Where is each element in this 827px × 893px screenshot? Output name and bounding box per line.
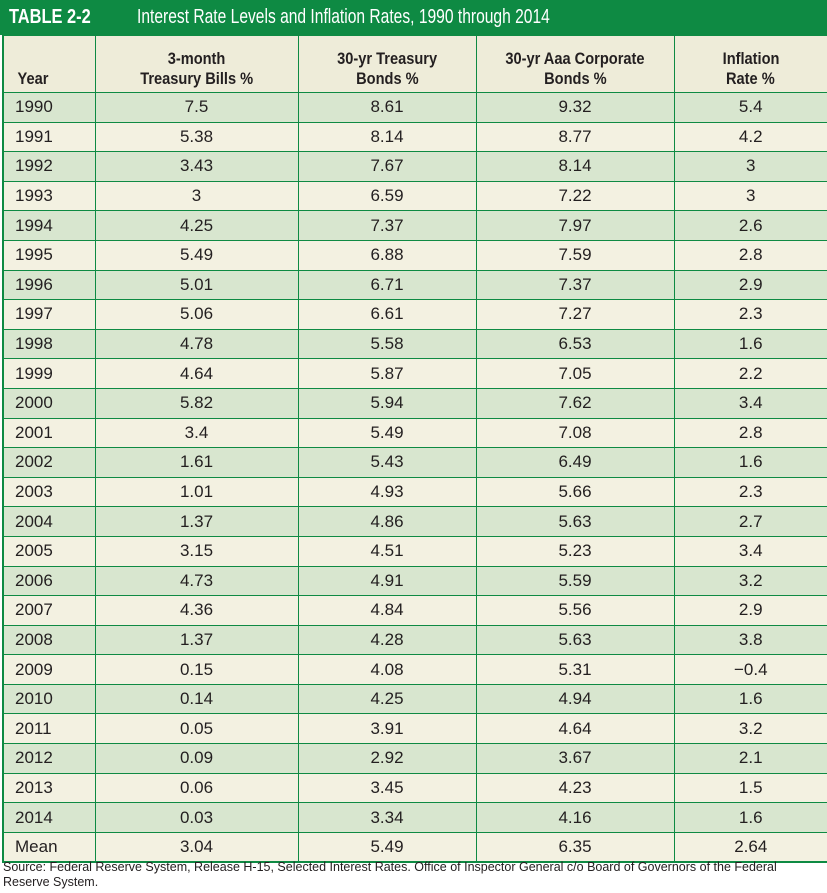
inflation-rate-cell: 2.8 [674,240,827,270]
inflation-rate-cell: 3.4 [674,536,827,566]
inflation-rate-cell: 2.9 [674,270,827,300]
treasury-bonds-cell: 6.61 [298,300,476,330]
table-row [3,744,827,774]
treasury-bonds-cell: 5.49 [298,418,476,448]
inflation-rate-cell: 3 [674,181,827,211]
corporate-bonds-cell: 7.59 [476,240,674,270]
interest-rate-table [2,35,827,863]
treasury-bonds-cell: 5.43 [298,448,476,478]
treasury-bills-cell: 5.06 [95,300,298,330]
year-cell: 1991 [3,122,95,152]
inflation-rate-cell: 2.6 [674,211,827,241]
corporate-bonds-cell: 9.32 [476,93,674,123]
treasury-bonds-cell: 4.93 [298,477,476,507]
table-row [3,211,827,241]
treasury-bills-cell: 1.37 [95,625,298,655]
year-cell: 2009 [3,655,95,685]
inflation-rate-cell: 2.1 [674,744,827,774]
table-row [3,152,827,182]
table-row [3,181,827,211]
table-row [3,477,827,507]
treasury-bonds-cell: 4.08 [298,655,476,685]
corporate-bonds-cell: 4.16 [476,803,674,833]
inflation-rate-cell: 3.4 [674,388,827,418]
inflation-rate-cell: 1.6 [674,684,827,714]
year-cell: 2004 [3,507,95,537]
corporate-bonds-cell: 5.31 [476,655,674,685]
treasury-bonds-cell: 3.34 [298,803,476,833]
treasury-bills-cell: 1.61 [95,448,298,478]
year-cell: 1992 [3,152,95,182]
table-row [3,536,827,566]
year-cell: 2002 [3,448,95,478]
year-cell: 1998 [3,329,95,359]
year-cell: 1990 [3,93,95,123]
corporate-bonds-cell: 5.63 [476,625,674,655]
inflation-rate-cell: −0.4 [674,655,827,685]
inflation-rate-cell: 2.9 [674,596,827,626]
treasury-bills-cell: 3 [95,181,298,211]
treasury-bills-cell: 3.15 [95,536,298,566]
year-cell: 1995 [3,240,95,270]
corporate-bonds-cell: 5.66 [476,477,674,507]
inflation-rate-cell: 2.2 [674,359,827,389]
table-body [3,93,827,863]
treasury-bonds-cell: 6.59 [298,181,476,211]
year-cell: 1997 [3,300,95,330]
table-row [3,240,827,270]
year-cell: 1999 [3,359,95,389]
treasury-bonds-cell: 6.71 [298,270,476,300]
year-cell: 2012 [3,744,95,774]
corporate-bonds-cell: 7.22 [476,181,674,211]
treasury-bonds-cell: 3.45 [298,773,476,803]
corporate-bonds-cell: 5.63 [476,507,674,537]
treasury-bills-cell: 0.06 [95,773,298,803]
column-header-year: Year [3,36,95,93]
year-cell: 2014 [3,803,95,833]
table-row [3,448,827,478]
treasury-bills-cell: 1.01 [95,477,298,507]
year-cell: 2011 [3,714,95,744]
treasury-bonds-cell: 5.94 [298,388,476,418]
table-row [3,596,827,626]
table-row [3,714,827,744]
table-row [3,329,827,359]
treasury-bills-cell: 4.64 [95,359,298,389]
treasury-bonds-cell: 4.84 [298,596,476,626]
treasury-bonds-cell: 4.86 [298,507,476,537]
corporate-bonds-cell: 4.94 [476,684,674,714]
column-header-corporate-bonds: 30-yr Aaa Corporate Bonds % [476,36,674,93]
year-cell: 1994 [3,211,95,241]
mean-label-cell: Mean [3,832,95,862]
treasury-bonds-cell: 6.88 [298,240,476,270]
inflation-rate-cell: 2.7 [674,507,827,537]
corporate-bonds-cell: 4.64 [476,714,674,744]
inflation-rate-cell: 3.2 [674,714,827,744]
treasury-bonds-cell: 3.91 [298,714,476,744]
treasury-bills-cell: 4.36 [95,596,298,626]
corporate-bonds-cell: 8.77 [476,122,674,152]
treasury-bills-cell: 5.38 [95,122,298,152]
inflation-rate-cell: 2.8 [674,418,827,448]
mean-treasury-bills-cell: 3.04 [95,832,298,862]
inflation-rate-cell: 3.8 [674,625,827,655]
table-row [3,773,827,803]
table-caption: Interest Rate Levels and Inflation Rates, 1990 through 2014 [137,6,550,28]
treasury-bills-cell: 0.15 [95,655,298,685]
treasury-bonds-cell: 4.28 [298,625,476,655]
treasury-bills-cell: 5.82 [95,388,298,418]
table-row [3,300,827,330]
treasury-bills-cell: 0.14 [95,684,298,714]
treasury-bonds-cell: 7.37 [298,211,476,241]
source-note: Source: Federal Reserve System, Release H-15, Selected Interest Rates. Office of Inspector General c/o Board of Governors of the Federal Reserve System. [3,860,777,889]
inflation-rate-cell: 1.6 [674,803,827,833]
corporate-bonds-cell: 8.14 [476,152,674,182]
corporate-bonds-cell: 7.37 [476,270,674,300]
table-row [3,359,827,389]
treasury-bonds-cell: 4.25 [298,684,476,714]
table-title-bar [0,0,827,35]
mean-treasury-bonds-cell: 5.49 [298,832,476,862]
table-row [3,122,827,152]
table-row [3,566,827,596]
corporate-bonds-cell: 7.27 [476,300,674,330]
year-cell: 2013 [3,773,95,803]
year-cell: 2001 [3,418,95,448]
mean-corporate-bonds-cell: 6.35 [476,832,674,862]
table-header-row [3,36,827,93]
table-row [3,418,827,448]
treasury-bonds-cell: 5.58 [298,329,476,359]
year-cell: 2007 [3,596,95,626]
table-row [3,684,827,714]
inflation-rate-cell: 3 [674,152,827,182]
treasury-bills-cell: 7.5 [95,93,298,123]
year-cell: 2003 [3,477,95,507]
treasury-bonds-cell: 4.91 [298,566,476,596]
year-cell: 2010 [3,684,95,714]
corporate-bonds-cell: 4.23 [476,773,674,803]
table-row [3,93,827,123]
corporate-bonds-cell: 7.97 [476,211,674,241]
year-cell: 2005 [3,536,95,566]
corporate-bonds-cell: 7.62 [476,388,674,418]
inflation-rate-cell: 1.6 [674,448,827,478]
table-row-mean [3,832,827,862]
treasury-bills-cell: 5.01 [95,270,298,300]
year-cell: 2000 [3,388,95,418]
inflation-rate-cell: 2.3 [674,477,827,507]
corporate-bonds-cell: 5.23 [476,536,674,566]
corporate-bonds-cell: 7.08 [476,418,674,448]
table-row [3,507,827,537]
year-cell: 1993 [3,181,95,211]
corporate-bonds-cell: 6.53 [476,329,674,359]
treasury-bills-cell: 0.09 [95,744,298,774]
treasury-bonds-cell: 2.92 [298,744,476,774]
treasury-bills-cell: 1.37 [95,507,298,537]
corporate-bonds-cell: 5.59 [476,566,674,596]
year-cell: 2008 [3,625,95,655]
table-number-label: TABLE 2-2 [9,6,91,28]
inflation-rate-cell: 1.5 [674,773,827,803]
inflation-rate-cell: 1.6 [674,329,827,359]
treasury-bills-cell: 5.49 [95,240,298,270]
treasury-bonds-cell: 8.61 [298,93,476,123]
table-row [3,270,827,300]
corporate-bonds-cell: 6.49 [476,448,674,478]
year-cell: 2006 [3,566,95,596]
treasury-bills-cell: 4.73 [95,566,298,596]
corporate-bonds-cell: 5.56 [476,596,674,626]
corporate-bonds-cell: 3.67 [476,744,674,774]
column-header-inflation-rate: Inflation Rate % [674,36,827,93]
treasury-bonds-cell: 4.51 [298,536,476,566]
column-header-treasury-bonds: 30-yr Treasury Bonds % [298,36,476,93]
treasury-bonds-cell: 7.67 [298,152,476,182]
treasury-bills-cell: 3.4 [95,418,298,448]
treasury-bills-cell: 4.25 [95,211,298,241]
treasury-bills-cell: 3.43 [95,152,298,182]
mean-inflation-rate-cell: 2.64 [674,832,827,862]
inflation-rate-cell: 4.2 [674,122,827,152]
year-cell: 1996 [3,270,95,300]
table-row [3,625,827,655]
inflation-rate-cell: 5.4 [674,93,827,123]
treasury-bills-cell: 0.03 [95,803,298,833]
column-header-treasury-bills: 3-month Treasury Bills % [95,36,298,93]
inflation-rate-cell: 3.2 [674,566,827,596]
corporate-bonds-cell: 7.05 [476,359,674,389]
table-row [3,388,827,418]
treasury-bills-cell: 0.05 [95,714,298,744]
inflation-rate-cell: 2.3 [674,300,827,330]
treasury-bonds-cell: 5.87 [298,359,476,389]
treasury-bonds-cell: 8.14 [298,122,476,152]
table-row [3,803,827,833]
table-row [3,655,827,685]
treasury-bills-cell: 4.78 [95,329,298,359]
